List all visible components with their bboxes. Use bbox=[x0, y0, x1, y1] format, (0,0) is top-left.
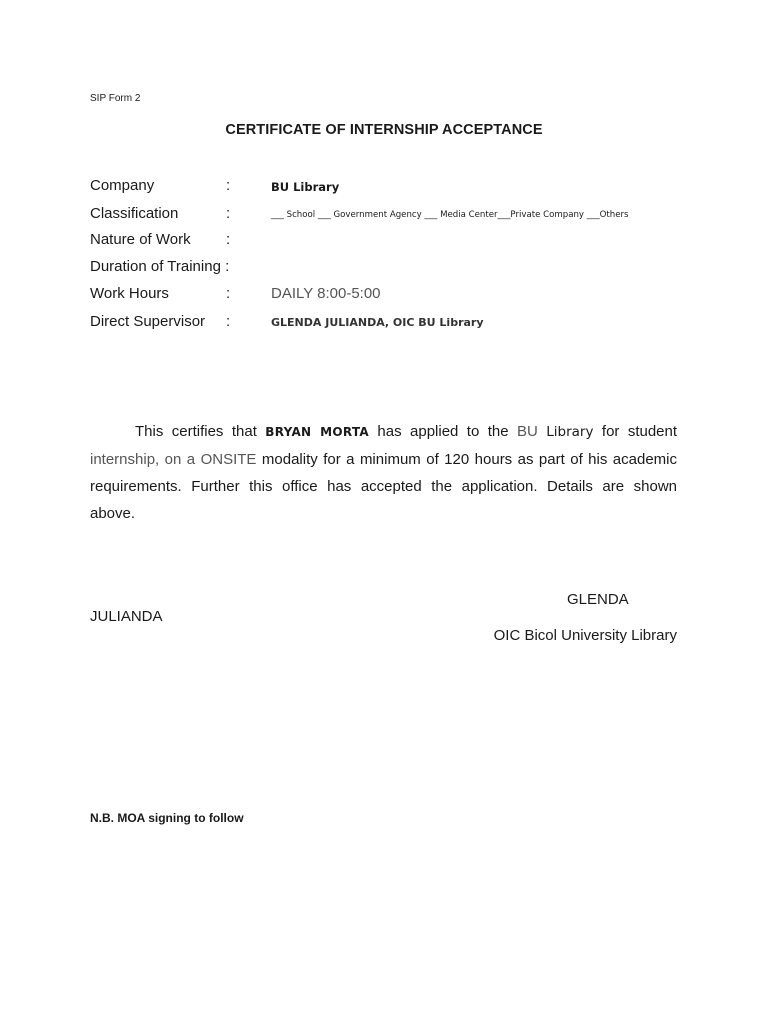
supervisor-label: Direct Supervisor bbox=[90, 313, 206, 330]
footnote: N.B. MOA signing to follow bbox=[90, 811, 244, 825]
work-hours-label: Work Hours bbox=[90, 285, 169, 302]
form-id: SIP Form 2 bbox=[90, 93, 141, 104]
paragraph-line-2: internship, on a ONSITE modality for a minimum of 120 hours as part of his academic bbox=[90, 451, 678, 468]
paragraph-line-4: above. bbox=[90, 505, 136, 522]
certification-paragraph bbox=[90, 418, 677, 527]
signatory-position: OIC Bicol University Library bbox=[493, 627, 677, 644]
work-hours-colon: : bbox=[226, 285, 231, 302]
paragraph-line-1: This certifies that BRYAN MORTA has applied to the BU Library for student bbox=[135, 423, 678, 440]
student-name: BRYAN MORTA bbox=[265, 425, 369, 439]
classification-label: Classification bbox=[90, 205, 179, 222]
paragraph-line-3: requirements. Further this office has accepted the application. Details are shown bbox=[90, 478, 677, 495]
signatory-last-name: JULIANDA bbox=[90, 608, 163, 625]
company-colon: : bbox=[226, 177, 231, 194]
classification-value: ___ School ___ Government Agency ___ Media Center___Private Company ___Others bbox=[271, 210, 629, 220]
work-hours-value: DAILY 8:00-5:00 bbox=[271, 285, 381, 302]
classification-colon: : bbox=[226, 205, 231, 222]
signatory-first-name: GLENDA bbox=[567, 591, 629, 608]
org-library: Library bbox=[546, 424, 594, 440]
nature-of-work-label: Nature of Work bbox=[90, 231, 191, 248]
supervisor-colon: : bbox=[226, 313, 231, 330]
document-title: CERTIFICATE OF INTERNSHIP ACCEPTANCE bbox=[225, 122, 543, 138]
nature-of-work-colon: : bbox=[226, 231, 231, 248]
org-bu: BU bbox=[517, 423, 538, 440]
company-value: BU Library bbox=[271, 180, 340, 194]
supervisor-value: GLENDA JULIANDA, OIC BU Library bbox=[271, 316, 484, 329]
duration-label: Duration of Training : bbox=[90, 258, 230, 275]
company-label: Company bbox=[90, 177, 155, 194]
